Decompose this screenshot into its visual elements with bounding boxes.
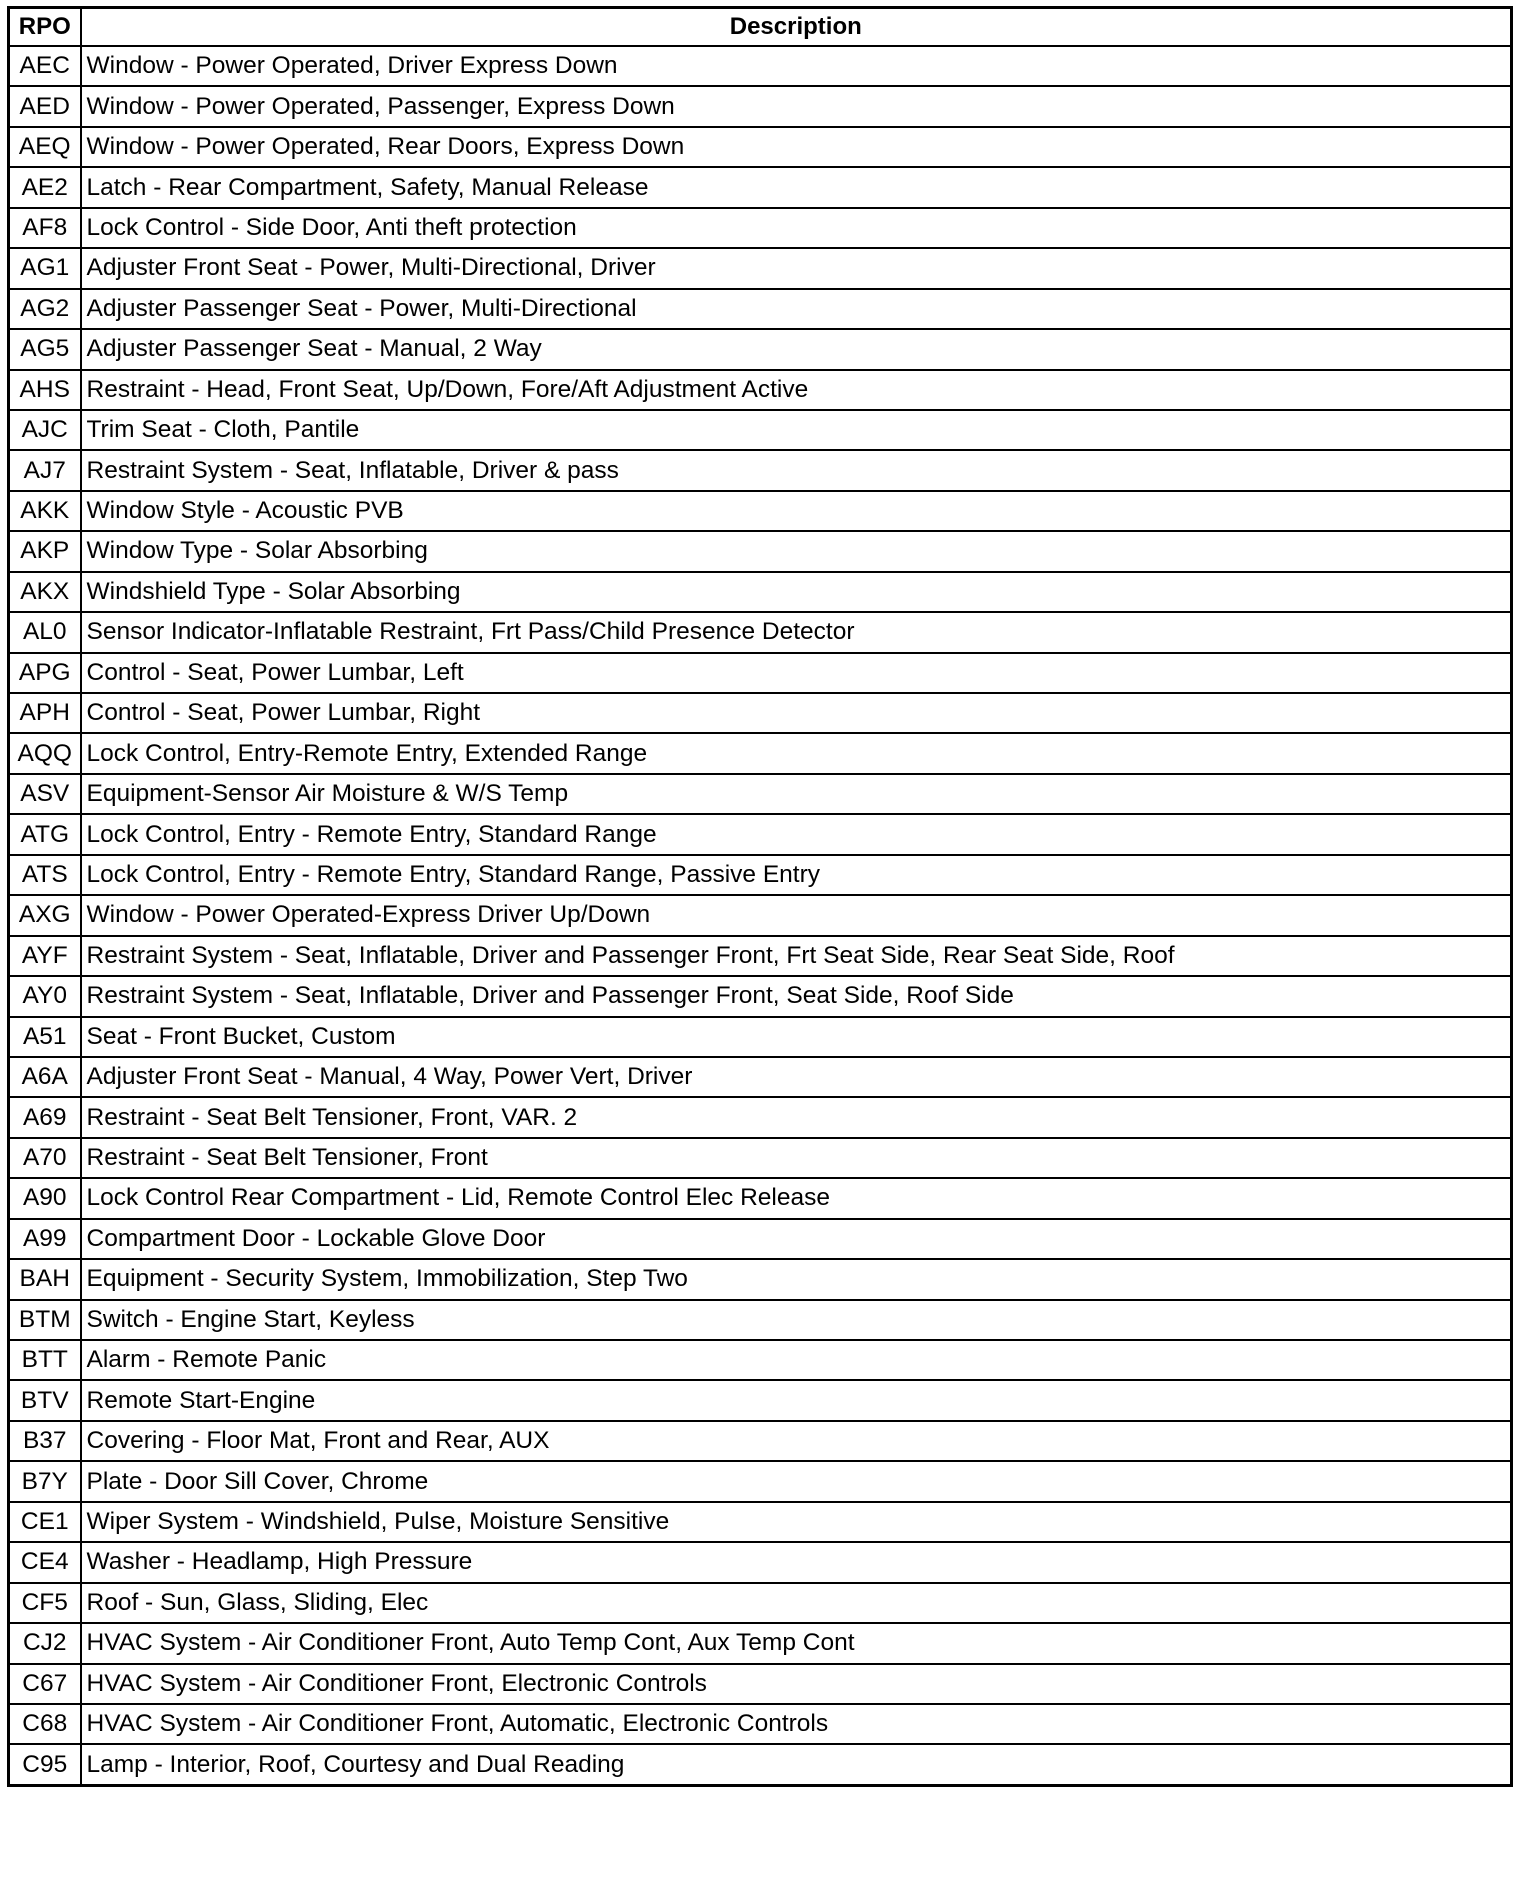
rpo-code-cell: BAH — [9, 1259, 81, 1299]
rpo-code-cell: AEC — [9, 46, 81, 86]
description-cell: Window Style - Acoustic PVB — [81, 491, 1512, 531]
rpo-code-cell: AKX — [9, 572, 81, 612]
table-row — [9, 1178, 1512, 1218]
rpo-code-cell: B37 — [9, 1421, 81, 1461]
table-row — [9, 370, 1512, 410]
description-cell: Control - Seat, Power Lumbar, Right — [81, 693, 1512, 733]
table-row — [9, 208, 1512, 248]
table-row — [9, 612, 1512, 652]
description-cell: Lock Control, Entry - Remote Entry, Standard Range, Passive Entry — [81, 855, 1512, 895]
table-row — [9, 46, 1512, 86]
rpo-code-cell: CF5 — [9, 1583, 81, 1623]
rpo-code-cell: BTT — [9, 1340, 81, 1380]
description-cell: Restraint - Head, Front Seat, Up/Down, Fore/Aft Adjustment Active — [81, 370, 1512, 410]
table-row — [9, 1542, 1512, 1582]
rpo-code-cell: BTM — [9, 1300, 81, 1340]
table-row — [9, 895, 1512, 935]
rpo-code-cell: CE1 — [9, 1502, 81, 1542]
description-cell: HVAC System - Air Conditioner Front, Automatic, Electronic Controls — [81, 1704, 1512, 1744]
description-cell: Seat - Front Bucket, Custom — [81, 1017, 1512, 1057]
table-row — [9, 1300, 1512, 1340]
description-cell: Control - Seat, Power Lumbar, Left — [81, 653, 1512, 693]
description-cell: Alarm - Remote Panic — [81, 1340, 1512, 1380]
table-row — [9, 248, 1512, 288]
description-cell: HVAC System - Air Conditioner Front, Electronic Controls — [81, 1664, 1512, 1704]
description-cell: Lock Control - Side Door, Anti theft protection — [81, 208, 1512, 248]
rpo-code-cell: APG — [9, 653, 81, 693]
table-row — [9, 1380, 1512, 1420]
table-row — [9, 86, 1512, 126]
table-row — [9, 1138, 1512, 1178]
table-row — [9, 167, 1512, 207]
table-row — [9, 855, 1512, 895]
rpo-code-cell: ATS — [9, 855, 81, 895]
table-row — [9, 1421, 1512, 1461]
description-cell: Adjuster Front Seat - Power, Multi-Directional, Driver — [81, 248, 1512, 288]
rpo-code-cell: AJ7 — [9, 450, 81, 490]
table-row — [9, 450, 1512, 490]
table-row — [9, 491, 1512, 531]
rpo-code-cell: AJC — [9, 410, 81, 450]
rpo-code-cell: C67 — [9, 1664, 81, 1704]
rpo-code-cell: A70 — [9, 1138, 81, 1178]
description-cell: Window - Power Operated-Express Driver Up/Down — [81, 895, 1512, 935]
table-row — [9, 1259, 1512, 1299]
description-cell: Restraint System - Seat, Inflatable, Driver & pass — [81, 450, 1512, 490]
rpo-code-cell: A51 — [9, 1017, 81, 1057]
table-row — [9, 410, 1512, 450]
table-row — [9, 1057, 1512, 1097]
description-cell: Wiper System - Windshield, Pulse, Moisture Sensitive — [81, 1502, 1512, 1542]
description-cell: Window - Power Operated, Rear Doors, Express Down — [81, 127, 1512, 167]
description-cell: Washer - Headlamp, High Pressure — [81, 1542, 1512, 1582]
rpo-code-cell: AYF — [9, 936, 81, 976]
table-row — [9, 1623, 1512, 1663]
description-cell: Equipment - Security System, Immobilization, Step Two — [81, 1259, 1512, 1299]
rpo-code-cell: AG1 — [9, 248, 81, 288]
rpo-code-cell: AE2 — [9, 167, 81, 207]
description-cell: Adjuster Passenger Seat - Power, Multi-Directional — [81, 289, 1512, 329]
description-cell: Adjuster Passenger Seat - Manual, 2 Way — [81, 329, 1512, 369]
description-cell: Roof - Sun, Glass, Sliding, Elec — [81, 1583, 1512, 1623]
rpo-code-cell: C68 — [9, 1704, 81, 1744]
description-cell: Equipment-Sensor Air Moisture & W/S Temp — [81, 774, 1512, 814]
description-cell: Window Type - Solar Absorbing — [81, 531, 1512, 571]
description-cell: Compartment Door - Lockable Glove Door — [81, 1219, 1512, 1259]
table-row — [9, 653, 1512, 693]
table-body — [9, 46, 1512, 1785]
description-cell: Adjuster Front Seat - Manual, 4 Way, Power Vert, Driver — [81, 1057, 1512, 1097]
table-row — [9, 1461, 1512, 1501]
table-row — [9, 1502, 1512, 1542]
rpo-code-cell: A69 — [9, 1097, 81, 1137]
description-cell: Window - Power Operated, Driver Express Down — [81, 46, 1512, 86]
description-cell: Lock Control Rear Compartment - Lid, Remote Control Elec Release — [81, 1178, 1512, 1218]
rpo-code-cell: AG2 — [9, 289, 81, 329]
description-cell: Latch - Rear Compartment, Safety, Manual Release — [81, 167, 1512, 207]
description-cell: Lock Control, Entry - Remote Entry, Standard Range — [81, 814, 1512, 854]
rpo-code-cell: BTV — [9, 1380, 81, 1420]
table-row — [9, 1664, 1512, 1704]
rpo-code-cell: AG5 — [9, 329, 81, 369]
rpo-code-cell: AKK — [9, 491, 81, 531]
rpo-code-cell: CE4 — [9, 1542, 81, 1582]
description-cell: Remote Start-Engine — [81, 1380, 1512, 1420]
table-row — [9, 1097, 1512, 1137]
table-row — [9, 531, 1512, 571]
table-row — [9, 1583, 1512, 1623]
rpo-code-cell: AXG — [9, 895, 81, 935]
description-cell: Restraint - Seat Belt Tensioner, Front, VAR. 2 — [81, 1097, 1512, 1137]
description-cell: Lock Control, Entry-Remote Entry, Extended Range — [81, 733, 1512, 773]
rpo-code-cell: AL0 — [9, 612, 81, 652]
description-cell: Trim Seat - Cloth, Pantile — [81, 410, 1512, 450]
rpo-code-cell: C95 — [9, 1744, 81, 1785]
table-row — [9, 976, 1512, 1016]
rpo-code-cell: AHS — [9, 370, 81, 410]
rpo-code-cell: CJ2 — [9, 1623, 81, 1663]
rpo-code-cell: AEQ — [9, 127, 81, 167]
table-row — [9, 693, 1512, 733]
table-row — [9, 289, 1512, 329]
header-row — [9, 8, 1512, 47]
table-row — [9, 1744, 1512, 1785]
rpo-code-cell: A90 — [9, 1178, 81, 1218]
table-row — [9, 572, 1512, 612]
description-cell: Lamp - Interior, Roof, Courtesy and Dual Reading — [81, 1744, 1512, 1785]
rpo-code-cell: AED — [9, 86, 81, 126]
description-cell: Restraint - Seat Belt Tensioner, Front — [81, 1138, 1512, 1178]
rpo-code-cell: AF8 — [9, 208, 81, 248]
description-cell: HVAC System - Air Conditioner Front, Auto Temp Cont, Aux Temp Cont — [81, 1623, 1512, 1663]
table-row — [9, 733, 1512, 773]
rpo-code-cell: AKP — [9, 531, 81, 571]
rpo-code-cell: A6A — [9, 1057, 81, 1097]
rpo-code-cell: A99 — [9, 1219, 81, 1259]
table-row — [9, 1704, 1512, 1744]
description-cell: Windshield Type - Solar Absorbing — [81, 572, 1512, 612]
rpo-code-cell: APH — [9, 693, 81, 733]
table-row — [9, 1219, 1512, 1259]
table-row — [9, 814, 1512, 854]
description-cell: Sensor Indicator-Inflatable Restraint, Frt Pass/Child Presence Detector — [81, 612, 1512, 652]
description-column-header: Description — [81, 8, 1512, 47]
description-cell: Plate - Door Sill Cover, Chrome — [81, 1461, 1512, 1501]
table-row — [9, 774, 1512, 814]
description-cell: Covering - Floor Mat, Front and Rear, AUX — [81, 1421, 1512, 1461]
rpo-code-cell: ATG — [9, 814, 81, 854]
rpo-code-cell: AY0 — [9, 976, 81, 1016]
description-cell: Restraint System - Seat, Inflatable, Driver and Passenger Front, Seat Side, Roof Side — [81, 976, 1512, 1016]
rpo-code-cell: B7Y — [9, 1461, 81, 1501]
description-cell: Switch - Engine Start, Keyless — [81, 1300, 1512, 1340]
rpo-table — [7, 6, 1513, 1787]
description-cell: Window - Power Operated, Passenger, Express Down — [81, 86, 1512, 126]
rpo-column-header: RPO — [9, 8, 81, 47]
rpo-code-cell: AQQ — [9, 733, 81, 773]
table-row — [9, 936, 1512, 976]
table-row — [9, 1340, 1512, 1380]
table-row — [9, 127, 1512, 167]
table-row — [9, 1017, 1512, 1057]
description-cell: Restraint System - Seat, Inflatable, Driver and Passenger Front, Frt Seat Side, Rear Seat Side, Roof — [81, 936, 1512, 976]
table-row — [9, 329, 1512, 369]
rpo-code-cell: ASV — [9, 774, 81, 814]
